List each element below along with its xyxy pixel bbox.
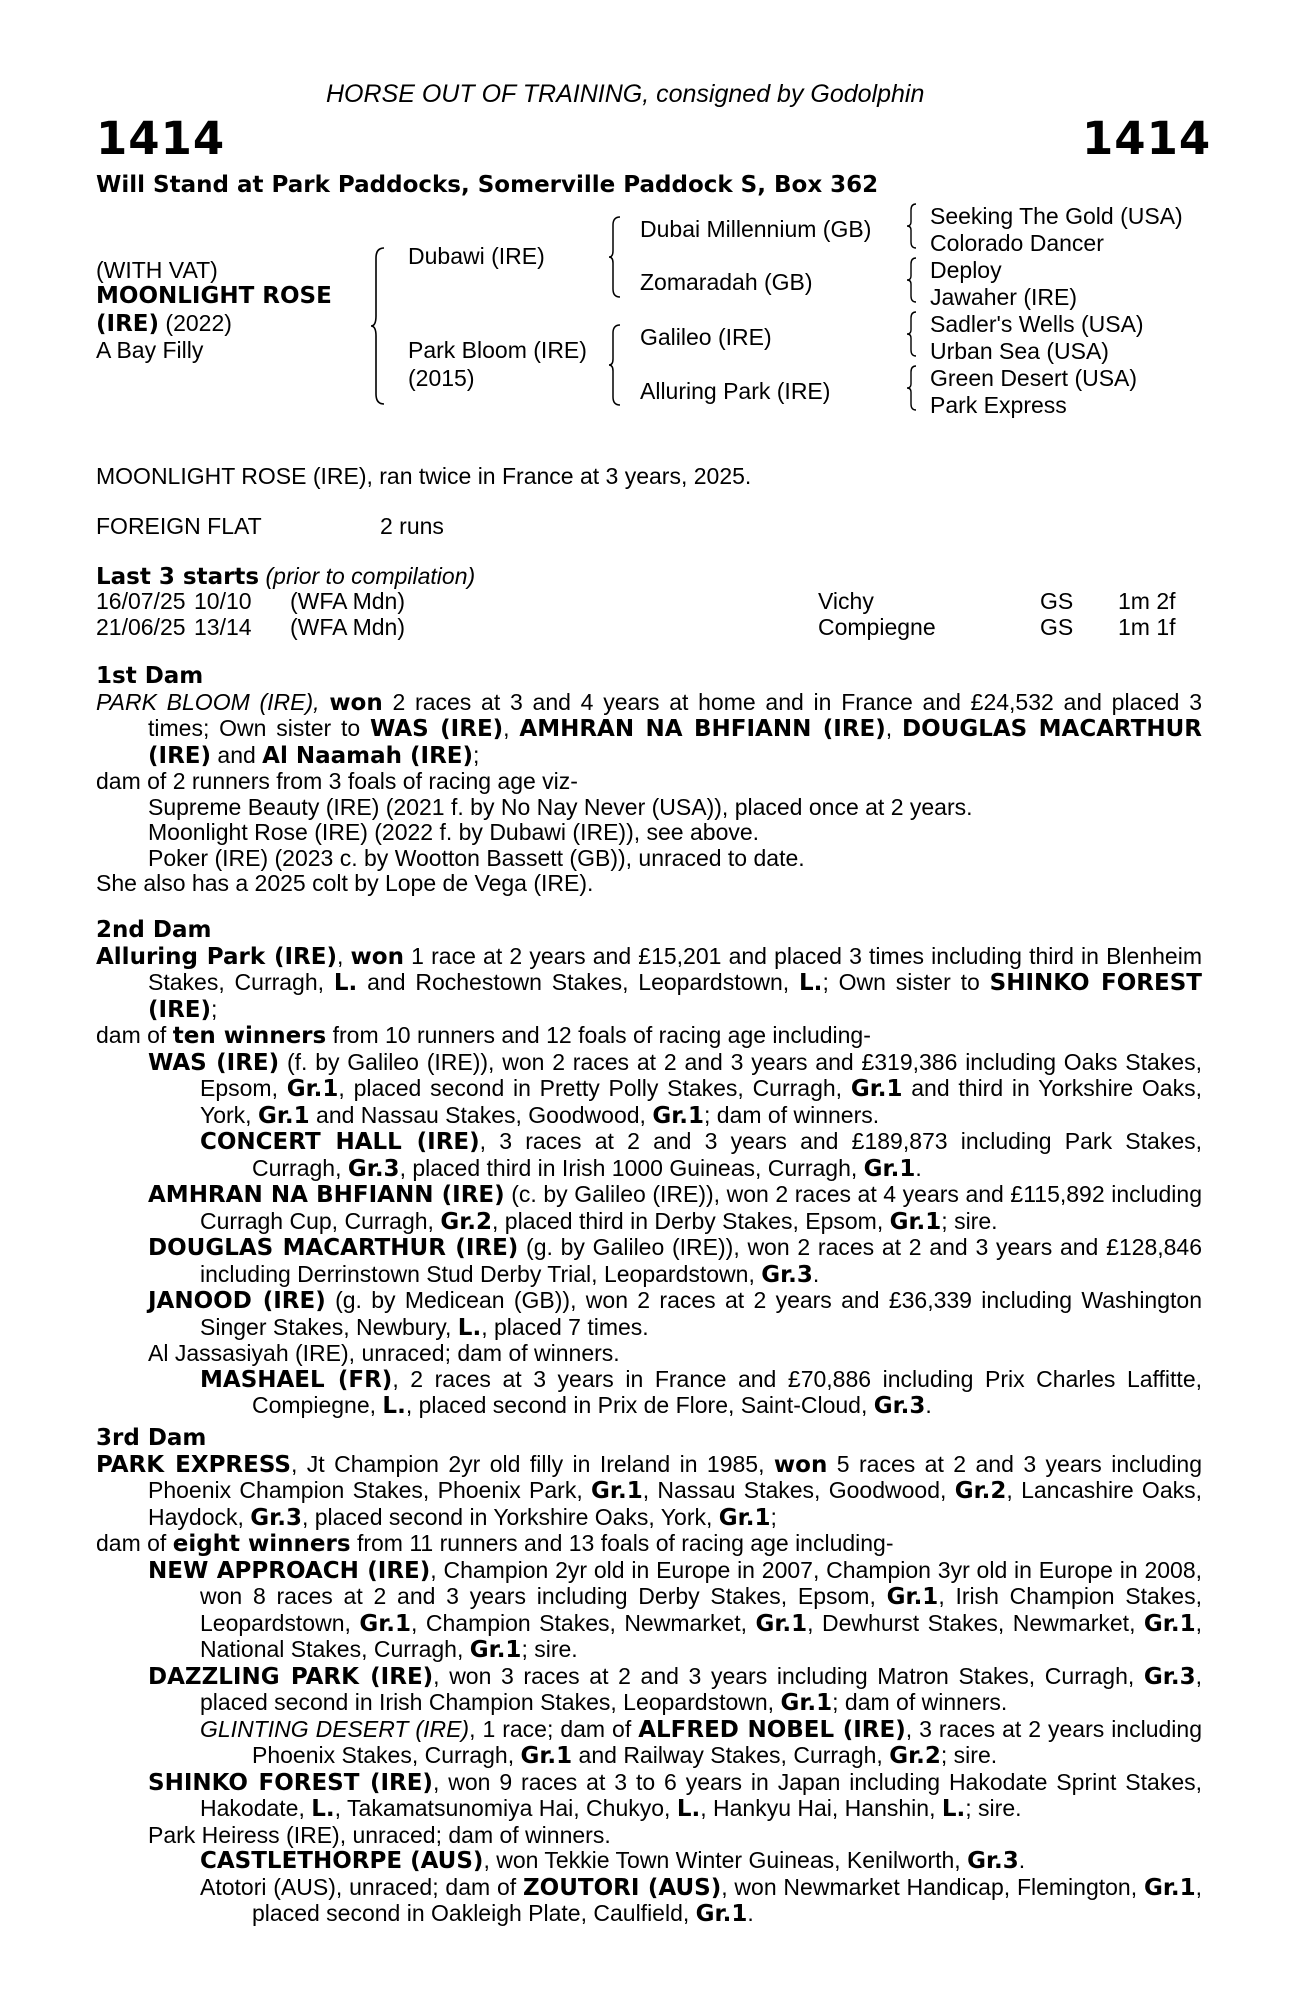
race-summary: MOONLIGHT ROSE (IRE), ran twice in France at 3 years, 2025. [96,463,752,489]
race-type: (WFA Mdn) [290,588,406,614]
sire-sire: Dubai Millennium (GB) [640,216,872,242]
third-dam-section [96,1426,1202,1928]
horse-origin-year: (IRE) (2022) [96,310,232,337]
produce-entry: Park Heiress (IRE), unraced; dam of winners. [148,1821,611,1848]
produce-entry: MASHAEL (FR), 2 races at 3 years in France and £70,886 including Prix Charles Laffitte, Compiegne, L., placed second in Prix de Flore, Saint-Cloud, Gr.3. [200,1365,1202,1419]
produce-entry: SHINKO FOREST (IRE), won 9 races at 3 to 6 years in Japan including Hakodate Sprint Stakes, Hakodate, L., Takamatsunomiya Hai, Chukyo, L., Hankyu Hai, Hanshin, L.; sire. [148,1768,1202,1822]
sire-name: Dubawi (IRE) [408,243,545,269]
race-course: Vichy [818,588,874,614]
ped-ddd: Park Express [930,392,1067,418]
first-dam-heading: 1st Dam [96,663,204,689]
first-dam-record: PARK BLOOM (IRE), won 2 races at 3 and 4 years at home and in France and £24,532 and placed 3 times; Own sister to WAS (IRE), AMHRAN NA BHFIANN (IRE), DOUGLAS MACARTHUR (IRE) and Al Naamah (IRE); [96,688,1203,769]
second-dam-section [96,918,1202,1420]
dam-name: Park Bloom (IRE) [408,337,587,363]
ped-sds: Deploy [930,257,1002,283]
produce-entry: AMHRAN NA BHFIANN (IRE) (c. by Galileo (IRE)), won 2 races at 4 years and £115,892 including Curragh Cup, Curragh, Gr.2, placed third in Derby Stakes, Epsom, Gr.1; sire. [148,1181,1202,1235]
dam-year: (2015) [408,365,475,391]
brace-sd [906,256,918,304]
brace-dam [608,323,622,407]
ped-dss: Sadler's Wells (USA) [930,311,1144,337]
race-row [0,588,1315,614]
race-row [0,614,1315,640]
ped-dds: Green Desert (USA) [930,365,1138,391]
foal-entry: Poker (IRE) (2023 c. by Wootton Bassett (GB)), unraced to date. [148,844,805,871]
race-date: 21/06/25 [96,614,186,640]
third-dam-heading: 3rd Dam [96,1425,207,1451]
foreign-flat-label: FOREIGN FLAT [96,513,262,539]
produce-entry: NEW APPROACH (IRE), Champion 2yr old in Europe in 2007, Champion 3yr old in Europe in 2008, won 8 races at 2 and 3 years including Derby Stakes, Epsom, Gr.1, Irish Champion Stakes, Leopardstown, Gr.1, Champion Stakes, Newmarket, Gr.1, Dewhurst Stakes, Newmarket, Gr.1, National Stakes, Curragh, Gr.1; sire. [148,1556,1202,1663]
third-dam-record: PARK EXPRESS, Jt Champion 2yr old filly in Ireland in 1985, won 5 races at 2 and 3 years including Phoenix Champion Stakes, Phoenix Park, Gr.1, Nassau Stakes, Goodwood, Gr.2, Lancashire Oaks, Haydock, Gr.3, placed second in Yorkshire Oaks, York, Gr.1; [96,1450,1203,1531]
dam-sire: Galileo (IRE) [640,324,772,350]
produce-entry: GLINTING DESERT (IRE), 1 race; dam of ALFRED NOBEL (IRE), 3 races at 2 years including Phoenix Stakes, Curragh, Gr.1 and Railway Stakes, Curragh, Gr.2; sire. [200,1715,1202,1769]
brace-ss [906,202,918,250]
foreign-flat-runs: 2 runs [380,513,444,539]
third-dam-produce-line: dam of eight winners from 11 runners and 13 foals of racing age including- [96,1530,894,1557]
ped-sdd: Jawaher (IRE) [930,284,1077,310]
race-position: 13/14 [194,614,252,640]
race-going: GS [1040,614,1074,640]
produce-entry: DAZZLING PARK (IRE), won 3 races at 2 and 3 years including Matron Stakes, Curragh, Gr.3, placed second in Irish Champion Stakes, Leopardstown, Gr.1; dam of winners. [148,1662,1202,1716]
horse-name: MOONLIGHT ROSE [96,283,332,309]
consignment-line: HORSE OUT OF TRAINING, consigned by Godolphin [326,80,925,108]
produce-entry: DOUGLAS MACARTHUR (IRE) (g. by Galileo (IRE)), won 2 races at 2 and 3 years and £128,846 including Derrinstown Stud Derby Trial, Leopardstown, Gr.3. [148,1234,1203,1288]
race-position: 10/10 [194,588,252,614]
foal-entry: Moonlight Rose (IRE) (2022 f. by Dubawi (IRE)), see above. [148,819,760,845]
ped-sss: Seeking The Gold (USA) [930,203,1183,229]
stand-location: Will Stand at Park Paddocks, Somerville Paddock S, Box 362 [96,172,879,198]
produce-entry: Atotori (AUS), unraced; dam of ZOUTORI (AUS), won Newmarket Handicap, Flemington, Gr.1, placed second in Oakleigh Plate, Caulfield, Gr.1. [200,1873,1203,1927]
produce-entry: Al Jassasiyah (IRE), unraced; dam of winners. [148,1340,620,1366]
horse-description: A Bay Filly [96,337,204,363]
second-dam-produce-line: dam of ten winners from 10 runners and 12 foals of racing age including- [96,1022,871,1049]
last-starts-heading: Last 3 starts (prior to compilation) [96,563,476,590]
brace-main [370,246,386,406]
race-distance: 1m 2f [1118,588,1176,614]
race-date: 16/07/25 [96,588,186,614]
second-dam-heading: 2nd Dam [96,917,212,943]
race-going: GS [1040,588,1074,614]
sire-dam: Zomaradah (GB) [640,269,813,295]
first-dam-also-has: She also has a 2025 colt by Lope de Vega (IRE). [96,870,594,896]
brace-sire [608,215,622,299]
ped-dsd: Urban Sea (USA) [930,338,1109,364]
dam-dam: Alluring Park (IRE) [640,378,831,404]
first-dam-section [96,664,1202,897]
produce-entry: CONCERT HALL (IRE), 3 races at 2 and 3 years and £189,873 including Park Stakes, Curragh, Gr.3, placed third in Irish 1000 Guineas, Curragh, Gr.1. [200,1128,1202,1182]
race-distance: 1m 1f [1118,614,1176,640]
race-type: (WFA Mdn) [290,614,406,640]
produce-entry: CASTLETHORPE (AUS), won Tekkie Town Winter Guineas, Kenilworth, Gr.3. [200,1847,1026,1874]
second-dam-record: Alluring Park (IRE), won 1 race at 2 years and £15,201 and placed 3 times including third in Blenheim Stakes, Curragh, L. and Rochestown Stakes, Leopardstown, L.; Own sister to SHINKO FOREST (IRE); [96,942,1202,1023]
foal-entry: Supreme Beauty (IRE) (2021 f. by No Nay Never (USA)), placed once at 2 years. [148,793,973,820]
lot-number-left: 1414 [96,112,226,165]
vat-label: (WITH VAT) [96,257,218,283]
brace-dd [906,364,918,412]
produce-entry: JANOOD (IRE) (g. by Medicean (GB)), won 2 races at 2 years and £36,339 including Washington Singer Stakes, Newbury, L., placed 7 times. [148,1287,1202,1341]
ped-ssd: Colorado Dancer [930,230,1104,256]
lot-number-right: 1414 [1082,112,1212,165]
first-dam-produce-line: dam of 2 runners from 3 foals of racing age viz- [96,768,578,794]
brace-ds [906,310,918,358]
race-course: Compiegne [818,614,936,640]
produce-entry: WAS (IRE) (f. by Galileo (IRE)), won 2 races at 2 and 3 years and £319,386 including Oaks Stakes, Epsom, Gr.1, placed second in Pretty Polly Stakes, Curragh, Gr.1 and third in Yorkshire Oaks, York, Gr.1 and Nassau Stakes, Goodwood, Gr.1; dam of winners. [148,1048,1202,1129]
